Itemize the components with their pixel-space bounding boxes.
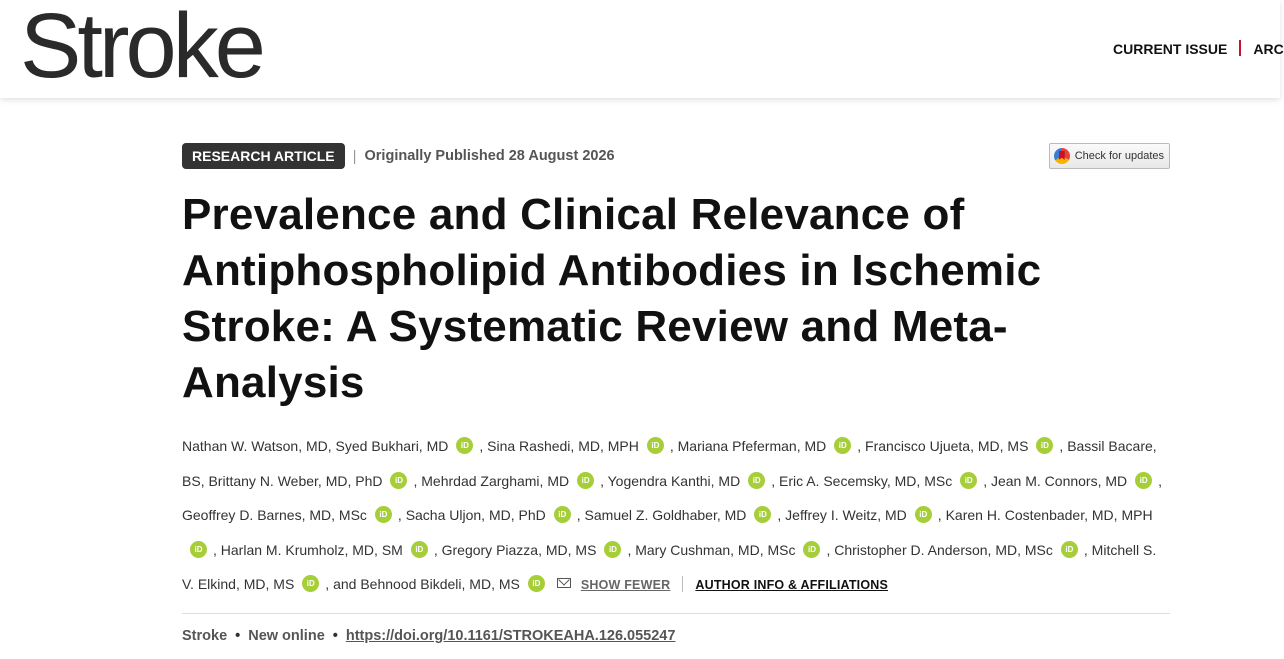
orcid-icon[interactable]: iD <box>577 472 594 489</box>
top-nav <box>1113 40 1284 57</box>
orcid-icon[interactable]: iD <box>375 506 392 523</box>
article-type-badge: RESEARCH ARTICLE <box>182 143 345 169</box>
orcid-icon[interactable]: iD <box>1135 472 1152 489</box>
author-name[interactable]: Gregory Piazza, MD, MS <box>441 541 597 558</box>
citation-line <box>182 613 1170 644</box>
nav-archive[interactable]: ARC <box>1253 41 1284 57</box>
link-divider <box>682 576 683 592</box>
orcid-icon[interactable]: iD <box>1061 541 1078 558</box>
orcid-icon[interactable]: iD <box>803 541 820 558</box>
bullet: • <box>235 628 241 644</box>
orcid-icon[interactable]: iD <box>1036 437 1053 454</box>
nav-divider <box>1239 40 1241 56</box>
publication-status: New online <box>248 628 325 644</box>
journal-logo[interactable]: Stroke <box>20 0 262 97</box>
author-name[interactable]: Francisco Ujueta, MD, MS <box>865 438 1029 454</box>
check-updates-button[interactable] <box>1049 143 1170 169</box>
author-list: Nathan W. Watson, MD, Syed Bukhari, MD iD , Sina Rashedi, MD, MPH iD , Mariana Pfeferman, MD iD , Francisco Ujueta, MD, MS iD , Bassil Bacare, BS, Brittany N. Weber, MD, PhD iD , Mehrdad Zarghami, MD iD , Yogendra Kanthi, MD iD , Eric A. Secemsky, MD, MSc iD , Jean M. Connors, MD iD , Geoffrey D. Barnes, MD, MSc iD , Sacha Uljon, MD, PhD iD , Samuel Z. Goldhaber, MD iD , Jeffrey I. Weitz, MD iD , Karen H. Costenbader, MD, MPHiD , Harlan M. Krumholz, MD, SM iD , Gregory Piazza, MD, MS iD , Mary Cushman, MD, MSc iD , Christopher D. Anderson, MD, MSc iD , Mitchell S. V. Elkind, MD, MS iD , and Behnood Bikdeli, MD, MS iD SHOW FEWER AUTHOR INFO & AFFILIATIONS <box>182 438 1163 592</box>
orcid-icon[interactable]: iD <box>604 541 621 558</box>
bullet: • <box>332 628 338 644</box>
author-conjunction: and <box>333 576 357 592</box>
author-name[interactable]: Geoffrey D. Barnes, MD, MSc <box>182 507 367 523</box>
author-name[interactable]: Christopher D. Anderson, MD, MSc <box>834 541 1053 558</box>
orcid-icon[interactable]: iD <box>302 575 319 592</box>
author-info-link[interactable]: AUTHOR INFO & AFFILIATIONS <box>695 578 889 592</box>
nav-current-issue[interactable]: CURRENT ISSUE <box>1113 41 1228 57</box>
author-name[interactable]: Yogendra Kanthi, MD <box>607 472 741 489</box>
author-name[interactable]: Karen H. Costenbader, MD, MPH <box>945 507 1153 523</box>
author-name[interactable]: Mehrdad Zarghami, MD <box>421 472 570 489</box>
author-name[interactable]: Syed Bukhari, MD <box>335 438 449 454</box>
orcid-icon[interactable]: iD <box>190 541 207 558</box>
meta-separator: | <box>352 147 357 165</box>
orcid-icon[interactable]: iD <box>554 506 571 523</box>
author-name[interactable]: Bassil Bacare, BS <box>182 438 1157 489</box>
email-icon[interactable] <box>557 578 571 588</box>
orcid-icon[interactable]: iD <box>754 506 771 523</box>
orcid-icon[interactable]: iD <box>647 437 664 454</box>
orcid-icon[interactable]: iD <box>915 506 932 523</box>
author-name[interactable]: Nathan W. Watson, MD <box>182 438 328 454</box>
doi-link[interactable]: https://doi.org/10.1161/STROKEAHA.126.055247 <box>345 628 676 644</box>
author-name[interactable]: Jean M. Connors, MD <box>990 472 1128 489</box>
author-name[interactable]: Harlan M. Krumholz, MD, SM <box>220 541 403 558</box>
journal-name: Stroke <box>182 628 228 644</box>
show-fewer-link[interactable]: SHOW FEWER <box>580 578 671 592</box>
orcid-icon[interactable]: iD <box>390 472 407 489</box>
orcid-icon[interactable]: iD <box>411 541 428 558</box>
published-date: Originally Published 28 August 2026 <box>364 148 615 164</box>
orcid-icon[interactable]: iD <box>748 472 765 489</box>
author-name[interactable]: Mariana Pfeferman, MD <box>677 438 827 454</box>
article-meta <box>182 143 1170 169</box>
author-name[interactable]: Mary Cushman, MD, MSc <box>635 541 796 558</box>
author-name[interactable]: Brittany N. Weber, MD, PhD <box>208 472 383 489</box>
site-header <box>0 0 1284 98</box>
author-name[interactable]: Mitchell S. V. Elkind, MD, MS <box>182 541 1157 592</box>
author-name[interactable]: Eric A. Secemsky, MD, MSc <box>778 472 953 489</box>
author-name[interactable]: Samuel Z. Goldhaber, MD <box>584 507 747 523</box>
crossmark-icon <box>1054 148 1070 164</box>
orcid-icon[interactable]: iD <box>834 437 851 454</box>
author-name[interactable]: Jeffrey I. Weitz, MD <box>785 507 907 523</box>
article-header <box>182 143 1170 603</box>
check-updates-label: Check for updates <box>1074 150 1164 162</box>
author-name[interactable]: Sina Rashedi, MD, MPH <box>487 438 639 454</box>
orcid-icon[interactable]: iD <box>960 472 977 489</box>
orcid-icon[interactable]: iD <box>456 437 473 454</box>
author-name[interactable]: Behnood Bikdeli, MD, MS <box>360 576 520 592</box>
author-name[interactable]: Sacha Uljon, MD, PhD <box>405 507 546 523</box>
article-title: Prevalence and Clinical Relevance of Antiphospholipid Antibodies in Ischemic Stroke: A Systematic Review and Meta-Analysis <box>182 190 1042 407</box>
orcid-icon[interactable]: iD <box>528 575 545 592</box>
